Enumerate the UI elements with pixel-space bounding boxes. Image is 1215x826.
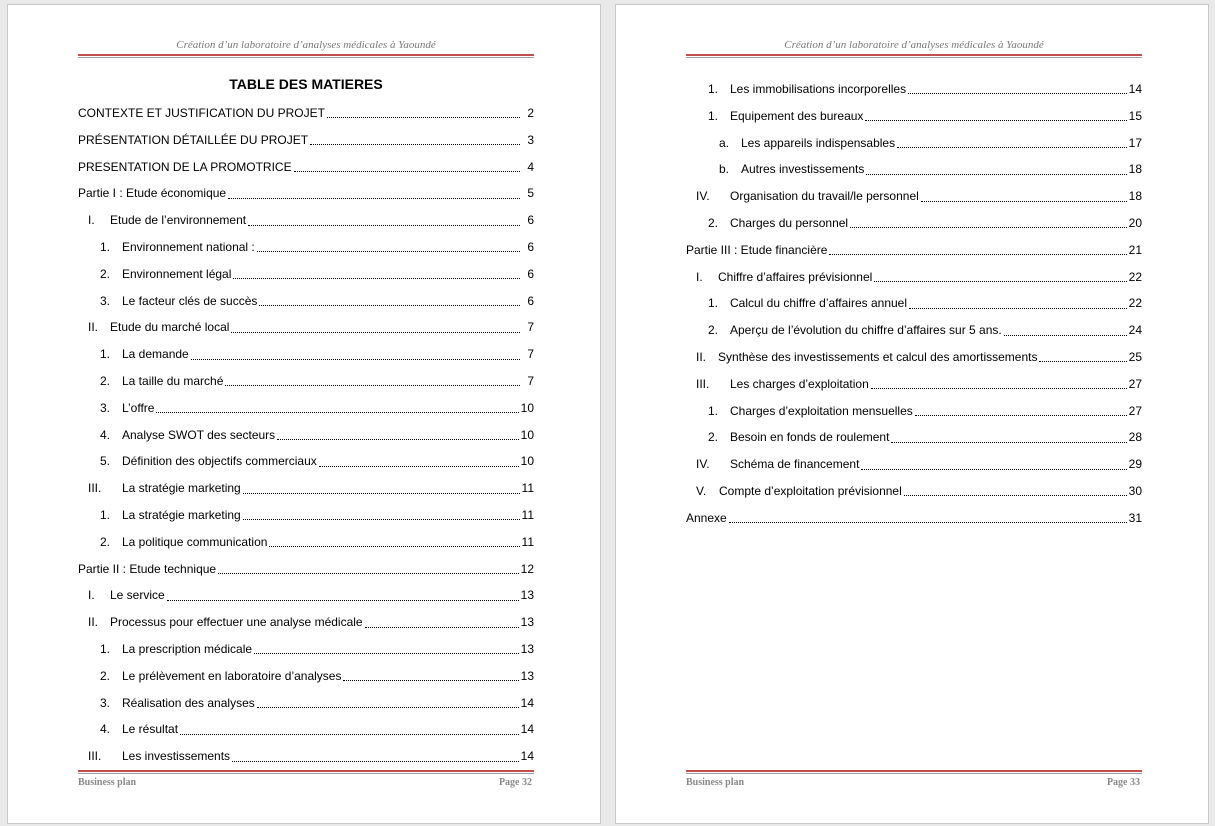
toc-entry-number: a. bbox=[719, 135, 730, 150]
toc-entry-number: 1. bbox=[708, 296, 719, 311]
toc-entry-text: Processus pour effectuer une analyse médicale bbox=[110, 615, 363, 630]
toc-entry[interactable] bbox=[78, 288, 534, 315]
toc-entry-text: Les immobilisations incorporelles bbox=[730, 82, 907, 96]
document-page-33 bbox=[615, 4, 1209, 824]
toc-entry-number: I. bbox=[88, 588, 95, 603]
toc-entry-page: 15 bbox=[1128, 108, 1142, 123]
toc-entry-number: 1. bbox=[708, 403, 719, 418]
toc-entry-text: Réalisation des analyses bbox=[122, 695, 255, 710]
toc-dot-leader bbox=[259, 304, 520, 306]
toc-entry-page: 21 bbox=[1128, 242, 1142, 257]
toc-entry-page: 14 bbox=[520, 722, 534, 737]
toc-entry[interactable] bbox=[686, 237, 1142, 264]
toc-entry-page: 30 bbox=[1128, 483, 1142, 498]
toc-entry[interactable] bbox=[78, 127, 534, 154]
page-footer bbox=[78, 777, 534, 788]
toc-dot-leader bbox=[343, 679, 518, 681]
page-footer bbox=[686, 777, 1142, 788]
toc-entry-text: Compte d’exploitation prévisionnel bbox=[719, 483, 902, 498]
toc-entry-page: 14 bbox=[1128, 82, 1142, 96]
toc-entry-number: 1. bbox=[708, 108, 719, 123]
toc-entry-number: I. bbox=[696, 269, 703, 284]
toc-entry-page: 13 bbox=[520, 588, 534, 603]
toc-entry-page: 22 bbox=[1128, 269, 1142, 284]
toc-entry-number: IV. bbox=[696, 189, 710, 204]
toc-entry-page: 6 bbox=[527, 266, 534, 281]
toc-entry[interactable] bbox=[78, 368, 534, 395]
toc-entry[interactable] bbox=[78, 100, 534, 127]
toc-dot-leader bbox=[891, 441, 1126, 443]
toc-dot-leader bbox=[921, 200, 1127, 202]
footer-label: Business plan bbox=[78, 777, 137, 788]
toc-entry[interactable] bbox=[78, 556, 534, 583]
toc-entry[interactable] bbox=[78, 663, 534, 690]
toc-entry-text: Partie II : Etude technique bbox=[78, 561, 217, 576]
toc-entry-text: Charges d’exploitation mensuelles bbox=[730, 403, 913, 418]
toc-dot-leader bbox=[167, 599, 519, 601]
toc-entry-page: 27 bbox=[1128, 403, 1142, 418]
toc-entry-number: 2. bbox=[100, 668, 111, 683]
toc-entry-text: Besoin en fonds de roulement bbox=[730, 430, 890, 445]
footer-label: Business plan bbox=[686, 777, 745, 788]
toc-dot-leader bbox=[319, 465, 519, 467]
toc-entry-text: Etude de l’environnement bbox=[110, 213, 247, 228]
toc-entry[interactable] bbox=[78, 609, 534, 636]
toc-dot-leader bbox=[233, 277, 520, 279]
toc-entry-page: 31 bbox=[1128, 510, 1142, 525]
toc-entry[interactable] bbox=[686, 478, 1142, 505]
toc-entry[interactable] bbox=[686, 505, 1142, 532]
toc-dot-leader bbox=[850, 226, 1127, 228]
toc-entry-text: Synthèse des investissements et calcul des amortissements bbox=[718, 349, 1038, 364]
toc-entry-number: III. bbox=[88, 749, 102, 764]
toc-entry-page: 3 bbox=[527, 132, 534, 147]
toc-entry-text: Le service bbox=[110, 588, 165, 603]
toc-entry-number: V. bbox=[696, 483, 707, 498]
toc-entry-number: I. bbox=[88, 213, 95, 228]
toc-entry[interactable] bbox=[78, 502, 534, 529]
toc-entry[interactable] bbox=[686, 183, 1142, 210]
toc-entry-page: 7 bbox=[527, 373, 534, 388]
toc-entry-page: 11 bbox=[521, 481, 534, 496]
toc-dot-leader bbox=[269, 545, 519, 547]
toc-entry-number: 1. bbox=[708, 82, 719, 96]
toc-entry-text: Etude du marché local bbox=[110, 320, 230, 335]
toc-entry-number: 4. bbox=[100, 722, 111, 737]
toc-entry-page: 13 bbox=[520, 668, 534, 683]
toc-entry-page: 22 bbox=[1128, 296, 1142, 311]
toc-entry-number: II. bbox=[88, 615, 99, 630]
toc-entry-number: III. bbox=[696, 376, 710, 391]
toc-entry-text: CONTEXTE ET JUSTIFICATION DU PROJET bbox=[78, 106, 325, 120]
toc-entry-text: La taille du marché bbox=[122, 373, 224, 388]
toc-entry-text: La demande bbox=[122, 347, 189, 362]
toc-entry-page: 6 bbox=[527, 213, 534, 228]
toc-dot-leader bbox=[861, 468, 1126, 470]
toc-entry-text: Les appareils indispensables bbox=[741, 135, 896, 150]
toc-dot-leader bbox=[254, 652, 519, 654]
page-header: Création d’un laboratoire d’analyses médicales à Yaoundé bbox=[176, 39, 436, 51]
toc-dot-leader bbox=[231, 331, 520, 333]
toc-entry-text: Environnement légal bbox=[122, 266, 232, 281]
toc-dot-leader bbox=[327, 116, 520, 118]
toc-entry-page: 13 bbox=[520, 641, 534, 656]
toc-entry-page: 2 bbox=[527, 106, 534, 120]
header-rule bbox=[686, 54, 1142, 58]
toc-entry-text: Charges du personnel bbox=[730, 215, 849, 230]
toc-dot-leader bbox=[232, 760, 519, 762]
toc-entry-text: Aperçu de l’évolution du chiffre d’affaires sur 5 ans. bbox=[730, 323, 1002, 338]
toc-entry[interactable] bbox=[78, 690, 534, 717]
toc-entry[interactable] bbox=[78, 314, 534, 341]
toc-entry-page: 27 bbox=[1128, 376, 1142, 391]
toc-entry[interactable] bbox=[78, 395, 534, 422]
toc-entry[interactable] bbox=[686, 451, 1142, 478]
toc-entry[interactable] bbox=[78, 341, 534, 368]
toc-dot-leader bbox=[1004, 334, 1127, 336]
toc-entry-page: 18 bbox=[1128, 162, 1142, 177]
toc-entry-number: II. bbox=[696, 349, 707, 364]
toc-entry-page: 11 bbox=[521, 507, 534, 522]
toc-entry-text: La stratégie marketing bbox=[122, 481, 241, 496]
toc-dot-leader bbox=[257, 250, 520, 252]
toc-entry[interactable] bbox=[78, 154, 534, 181]
toc-entry-number: 3. bbox=[100, 400, 111, 415]
toc-entry-number: 2. bbox=[708, 323, 719, 338]
toc-entry-number: II. bbox=[88, 320, 99, 335]
toc-entry-text: La stratégie marketing bbox=[122, 507, 241, 522]
toc-entry-text: Les charges d’exploitation bbox=[730, 376, 869, 391]
toc-dot-leader bbox=[243, 492, 520, 494]
page-number: Page 33 bbox=[1106, 777, 1140, 788]
toc-entry[interactable] bbox=[686, 76, 1142, 103]
toc-entry-text: PRÉSENTATION DÉTAILLÉE DU PROJET bbox=[78, 132, 309, 147]
toc-dot-leader bbox=[1039, 360, 1126, 362]
toc-entry-text: Le prélèvement en laboratoire d’analyses bbox=[122, 668, 342, 683]
toc-entry-number: 1. bbox=[100, 507, 111, 522]
toc-entry-text: Environnement national : bbox=[122, 239, 255, 254]
toc-entry[interactable] bbox=[78, 743, 534, 770]
toc-dot-leader bbox=[257, 706, 519, 708]
toc-entry-text: Calcul du chiffre d’affaires annuel bbox=[730, 296, 907, 311]
toc-dot-leader bbox=[729, 521, 1127, 523]
toc-entry[interactable] bbox=[686, 130, 1142, 157]
toc-entry-number: 3. bbox=[100, 695, 111, 710]
page-number: Page 32 bbox=[498, 777, 532, 788]
footer-rule bbox=[78, 770, 534, 774]
document-page-32 bbox=[7, 4, 601, 824]
toc-entry-page: 11 bbox=[521, 534, 534, 549]
toc-entry-page: 5 bbox=[527, 186, 534, 201]
toc-dot-leader bbox=[904, 494, 1127, 496]
toc-entry[interactable] bbox=[686, 210, 1142, 237]
toc-dot-leader bbox=[897, 146, 1127, 148]
toc-entry-text: Organisation du travail/le personnel bbox=[730, 189, 919, 204]
toc-entry-page: 4 bbox=[527, 159, 534, 174]
toc-entry-page: 25 bbox=[1128, 349, 1142, 364]
toc-entry[interactable] bbox=[78, 422, 534, 449]
toc-entry-page: 13 bbox=[520, 615, 534, 630]
toc-entry-number: 5. bbox=[100, 454, 111, 469]
toc-dot-leader bbox=[865, 119, 1126, 121]
toc-entry[interactable] bbox=[686, 317, 1142, 344]
toc-entry-page: 29 bbox=[1128, 457, 1142, 472]
toc-entry-text: Le résultat bbox=[122, 722, 179, 737]
header-rule bbox=[78, 54, 534, 58]
toc-entry-text: Le facteur clés de succès bbox=[122, 293, 258, 308]
toc-entry-page: 17 bbox=[1128, 135, 1142, 150]
toc-entry-page: 24 bbox=[1128, 323, 1142, 338]
toc-dot-leader bbox=[908, 92, 1127, 94]
toc-entry[interactable] bbox=[78, 636, 534, 663]
table-of-contents bbox=[78, 100, 534, 770]
page-header: Création d’un laboratoire d’analyses médicales à Yaoundé bbox=[784, 39, 1044, 51]
toc-dot-leader bbox=[310, 143, 520, 145]
toc-entry-text: Autres investissements bbox=[741, 162, 865, 177]
toc-dot-leader bbox=[866, 173, 1126, 175]
toc-entry-number: 1. bbox=[100, 641, 111, 656]
toc-entry[interactable] bbox=[78, 529, 534, 556]
toc-entry-number: 2. bbox=[100, 266, 111, 281]
toc-entry-page: 10 bbox=[520, 400, 534, 415]
toc-entry-number: 3. bbox=[100, 293, 111, 308]
toc-entry[interactable] bbox=[686, 103, 1142, 130]
toc-dot-leader bbox=[228, 197, 520, 199]
toc-entry-page: 14 bbox=[520, 695, 534, 710]
toc-dot-leader bbox=[156, 411, 518, 413]
toc-entry-text: PRESENTATION DE LA PROMOTRICE bbox=[78, 159, 292, 174]
toc-entry-page: 12 bbox=[520, 561, 534, 576]
toc-dot-leader bbox=[243, 518, 520, 520]
toc-entry-text: Analyse SWOT des secteurs bbox=[122, 427, 276, 442]
toc-dot-leader bbox=[180, 733, 519, 735]
toc-entry-text: La prescription médicale bbox=[122, 641, 253, 656]
toc-entry[interactable] bbox=[78, 261, 534, 288]
toc-entry-text: Définition des objectifs commerciaux bbox=[122, 454, 317, 469]
toc-dot-leader bbox=[871, 387, 1127, 389]
toc-dot-leader bbox=[218, 572, 519, 574]
toc-entry-page: 7 bbox=[527, 320, 534, 335]
toc-entry-number: III. bbox=[88, 481, 102, 496]
toc-entry-number: 1. bbox=[100, 239, 111, 254]
toc-dot-leader bbox=[277, 438, 518, 440]
toc-entry-number: 2. bbox=[100, 534, 111, 549]
toc-entry[interactable] bbox=[78, 234, 534, 261]
toc-entry[interactable] bbox=[686, 156, 1142, 183]
toc-entry-text: L’offre bbox=[122, 400, 155, 415]
toc-entry-page: 14 bbox=[520, 749, 534, 764]
toc-entry[interactable] bbox=[686, 424, 1142, 451]
toc-entry[interactable] bbox=[686, 264, 1142, 291]
toc-entry-page: 10 bbox=[520, 427, 534, 442]
toc-entry-page: 10 bbox=[520, 454, 534, 469]
toc-dot-leader bbox=[365, 626, 519, 628]
toc-entry[interactable] bbox=[686, 398, 1142, 425]
toc-entry-page: 7 bbox=[527, 347, 534, 362]
toc-entry-number: 4. bbox=[100, 427, 111, 442]
toc-entry-text: Schéma de financement bbox=[730, 457, 860, 472]
toc-entry-number: 1. bbox=[100, 347, 111, 362]
toc-title: TABLE DES MATIERES bbox=[229, 76, 383, 92]
toc-entry-text: La politique communication bbox=[122, 534, 268, 549]
toc-entry-number: b. bbox=[719, 162, 730, 177]
toc-dot-leader bbox=[829, 253, 1126, 255]
toc-dot-leader bbox=[191, 358, 520, 360]
toc-entry-number: 2. bbox=[708, 430, 719, 445]
toc-entry-text: Chiffre d’affaires prévisionnel bbox=[718, 269, 873, 284]
toc-entry-number: 2. bbox=[100, 373, 111, 388]
toc-entry-page: 18 bbox=[1128, 189, 1142, 204]
toc-dot-leader bbox=[248, 224, 520, 226]
toc-dot-leader bbox=[225, 384, 520, 386]
toc-entry[interactable] bbox=[686, 290, 1142, 317]
table-of-contents bbox=[686, 76, 1142, 532]
toc-entry[interactable] bbox=[78, 582, 534, 609]
toc-entry[interactable] bbox=[78, 716, 534, 743]
toc-entry-text: Equipement des bureaux bbox=[730, 108, 864, 123]
toc-entry[interactable] bbox=[78, 475, 534, 502]
toc-dot-leader bbox=[294, 170, 520, 172]
toc-entry-text: Les investissements bbox=[122, 749, 231, 764]
toc-entry-number: IV. bbox=[696, 457, 710, 472]
toc-entry[interactable] bbox=[686, 344, 1142, 371]
toc-entry-text: Annexe bbox=[686, 510, 727, 525]
toc-entry[interactable] bbox=[78, 207, 534, 234]
toc-entry[interactable] bbox=[78, 180, 534, 207]
toc-dot-leader bbox=[874, 280, 1126, 282]
toc-entry-page: 6 bbox=[527, 239, 534, 254]
toc-entry-page: 6 bbox=[527, 293, 534, 308]
toc-entry[interactable] bbox=[686, 371, 1142, 398]
toc-entry-page: 20 bbox=[1128, 215, 1142, 230]
toc-entry[interactable] bbox=[78, 448, 534, 475]
toc-entry-text: Partie III : Etude financière bbox=[686, 242, 828, 257]
toc-entry-number: 2. bbox=[708, 215, 719, 230]
footer-rule bbox=[686, 770, 1142, 774]
toc-dot-leader bbox=[915, 414, 1127, 416]
toc-entry-page: 28 bbox=[1128, 430, 1142, 445]
toc-entry-text: Partie I : Etude économique bbox=[78, 186, 227, 201]
toc-dot-leader bbox=[909, 307, 1127, 309]
